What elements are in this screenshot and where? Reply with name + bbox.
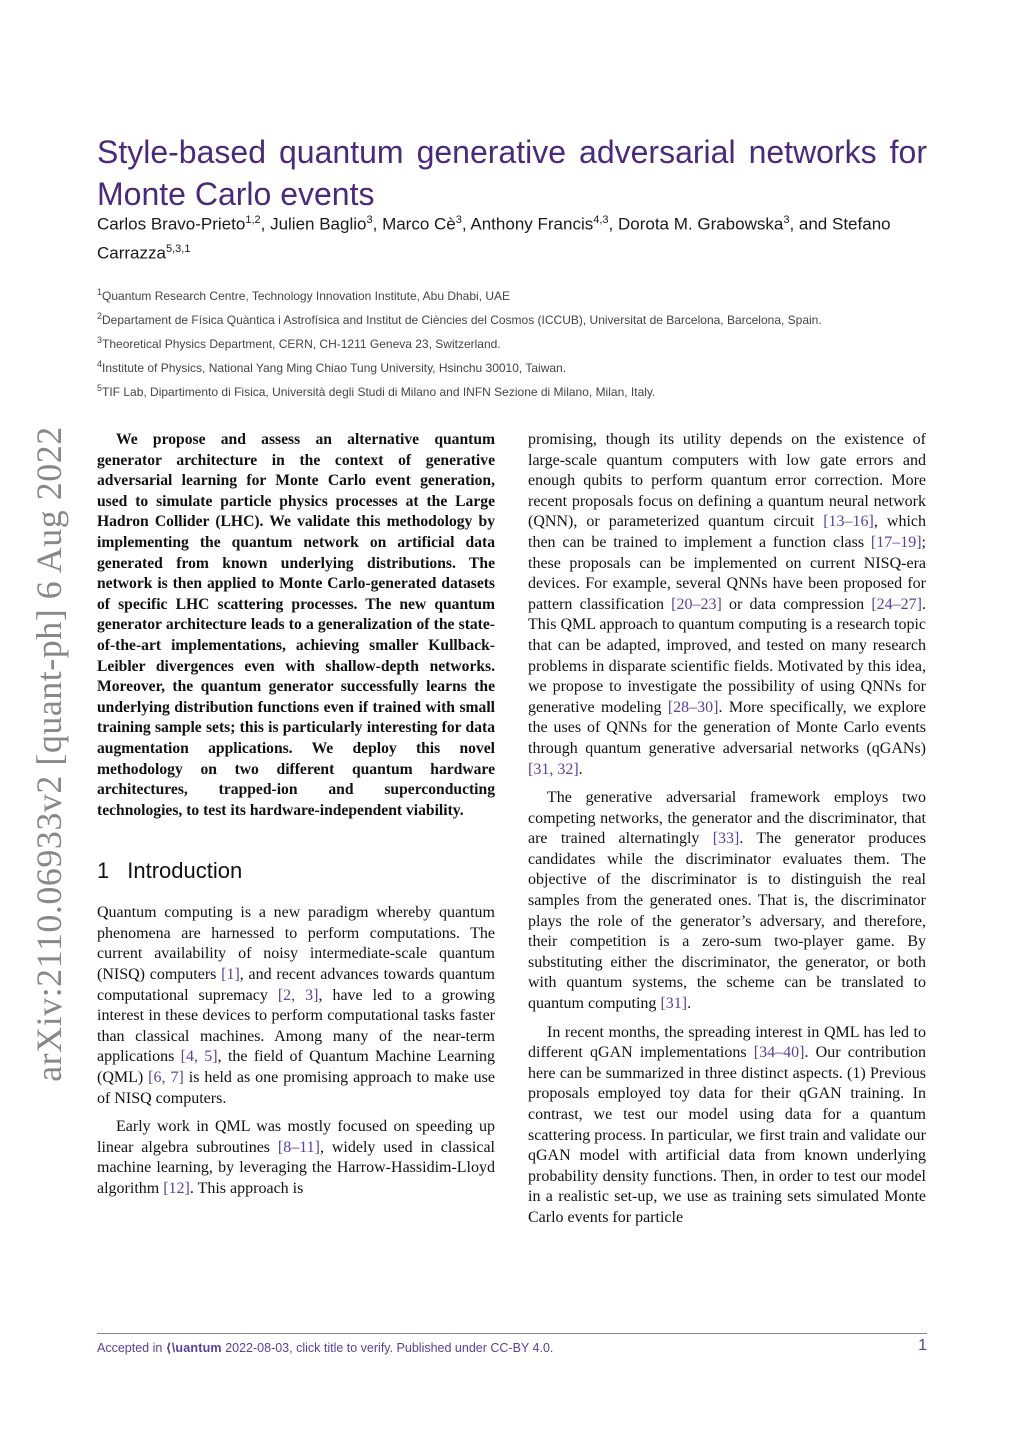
author-affiliation-mark: 1,2 bbox=[245, 214, 261, 226]
author-separator: , and bbox=[789, 214, 832, 234]
affiliation-item bbox=[97, 379, 937, 403]
author-affiliation-mark: 3 bbox=[455, 214, 462, 226]
affiliation-text: Departament de Física Quàntica i Astrofísica and Institut de Ciències del Cosmos (ICCUB), Universitat de Barcelona, Barcelona, Spain. bbox=[102, 313, 822, 327]
text-run: . This QML approach to quantum computing is a research topic that can be adapted, improved, and tested on many research problems in disparate scientific fields. Motivated by this idea, we propose to investigate the possibility of using QNNs for generative modeling bbox=[528, 595, 926, 716]
text-run: . bbox=[578, 760, 583, 778]
text-run: , have led to a growing interest in these devices to perform computational tasks faster than classical machines. Among many of the near-term applications bbox=[97, 986, 495, 1066]
text-run: ; these proposals can be implemented on current NISQ-era devices. For example, several QNNs have been proposed for pattern classification bbox=[528, 533, 926, 613]
author-affiliation-mark: 5,3,1 bbox=[165, 242, 191, 255]
text-run: is held as one promising approach to make use of NISQ computers. bbox=[97, 1069, 496, 1107]
affiliation-number: 3 bbox=[97, 335, 103, 345]
affiliation-number: 2 bbox=[97, 311, 103, 321]
author-name: Stefano Carrazza bbox=[97, 214, 891, 263]
affiliation-number: 1 bbox=[97, 287, 103, 297]
citation-link[interactable]: [24–27] bbox=[871, 595, 922, 613]
author-name: Carlos Bravo-Prieto bbox=[97, 214, 246, 234]
affiliation-list bbox=[97, 283, 937, 403]
affiliation-item bbox=[97, 307, 937, 331]
citation-link[interactable]: [8–11] bbox=[277, 1138, 320, 1156]
affiliation-text: Quantum Research Centre, Technology Innovation Institute, Abu Dhabi, UAE bbox=[102, 289, 511, 303]
paragraph-2-end bbox=[528, 430, 926, 780]
paragraph-4 bbox=[528, 1023, 926, 1229]
text-run: Quantum computing is a new paradigm whereby quantum phenomena are harnessed to perform computations. The current availability of noisy intermediate-scale quantum (NISQ) computers bbox=[97, 904, 495, 984]
author-separator: , bbox=[608, 214, 618, 234]
author-name: Anthony Francis bbox=[470, 214, 594, 234]
affiliation-text: TIF Lab, Dipartimento di Fisica, Università degli Studi di Milano and INFN Sezione di Milano, Milan, Italy. bbox=[102, 385, 656, 399]
text-run: , widely used in classical machine learning, by leveraging the Harrow-Hassidim-Lloyd algorithm bbox=[97, 1138, 495, 1197]
section-heading bbox=[97, 857, 495, 885]
author-separator: , bbox=[461, 214, 471, 234]
arxiv-stamp bbox=[24, 426, 74, 1082]
section-number: 1 bbox=[97, 858, 110, 884]
left-column bbox=[97, 430, 495, 1200]
affiliation-number: 4 bbox=[97, 359, 103, 369]
text-run: . This approach is bbox=[189, 1180, 304, 1197]
citation-link[interactable]: [1] bbox=[221, 966, 240, 984]
footer-prefix: Accepted in bbox=[97, 1341, 166, 1355]
citation-link[interactable]: [4, 5] bbox=[180, 1048, 218, 1066]
abstract: We propose and assess an alternative quantum generator architecture in the context of generative adversarial learning for Monte Carlo event generation, used to simulate particle physics processes at the Large Hadron Collider (LHC). We validate this methodology by implementing the quantum network on artificial data generated from known underlying distributions. The network is then applied to Monte Carlo-generated datasets of specific LHC scattering processes. The new quantum generator architecture leads to a generalization of the state-of-the-art implementations, achieving smaller Kullback-Leibler divergences even with shallow-depth networks. Moreover, the quantum generator successfully learns the underlying distribution functions even if trained with small training sample sets; this is particularly interesting for data augmentation applications. We deploy this novel methodology on two different quantum hardware architectures, trapped-ion and superconducting technologies, to test its hardware-independent viability. bbox=[97, 431, 495, 819]
text-run: , the field of Quantum Machine Learning (QML) bbox=[97, 1048, 496, 1087]
citation-link[interactable]: [2, 3] bbox=[277, 986, 319, 1004]
paragraph-3 bbox=[528, 788, 926, 1015]
paper-title[interactable]: Style-based quantum generative adversarial networks for Monte Carlo events bbox=[97, 134, 927, 213]
citation-link[interactable]: [12] bbox=[163, 1180, 190, 1197]
author-affiliation-mark: 3 bbox=[366, 214, 373, 226]
affiliation-item bbox=[97, 355, 937, 379]
author-separator: , bbox=[260, 214, 271, 234]
text-run: . More specifically, we explore the uses of QNNs for the generation of Monte Carlo events through quantum generative adversarial networks (qGANs) bbox=[528, 698, 926, 757]
paragraph-1 bbox=[97, 903, 495, 1109]
citation-link[interactable]: [33] bbox=[712, 830, 740, 848]
affiliation-number: 5 bbox=[97, 383, 103, 393]
right-column bbox=[528, 430, 926, 1229]
text-run: or data compression bbox=[721, 595, 872, 613]
author-affiliation-mark: 4,3 bbox=[593, 214, 609, 226]
text-run: promising, though its utility depends on the existence of large-scale quantum computers with low gate errors and enough qubits to perform quantum error correction. More recent proposals focus on defining a quantum neural network (QNN), or parameterized quantum circuit bbox=[528, 431, 926, 531]
author-affiliation-mark: 3 bbox=[783, 214, 790, 226]
page-number: 1 bbox=[918, 1337, 927, 1354]
text-run: . bbox=[687, 995, 692, 1013]
section-title: Introduction bbox=[127, 858, 243, 884]
citation-link[interactable]: [20–23] bbox=[671, 595, 722, 613]
citation-link[interactable]: [31] bbox=[660, 995, 688, 1013]
footer-note bbox=[97, 1340, 553, 1355]
affiliation-item bbox=[97, 283, 937, 307]
text-run: , which then can be trained to implement a function class bbox=[528, 513, 926, 551]
citation-link[interactable]: [34–40] bbox=[753, 1044, 805, 1062]
citation-link[interactable]: [13–16] bbox=[823, 513, 874, 531]
paragraph-2-start bbox=[97, 1117, 495, 1199]
author-name: Dorota M. Grabowska bbox=[617, 214, 784, 234]
quantum-journal-logo[interactable]: ⟨\uantum bbox=[165, 1341, 222, 1355]
citation-link[interactable]: [31, 32] bbox=[528, 760, 579, 778]
citation-link[interactable]: [17–19] bbox=[870, 533, 922, 551]
affiliation-item bbox=[97, 331, 937, 355]
text-run: The generative adversarial framework employs two competing networks, the generator and the discriminator, that are trained alternatingly bbox=[528, 789, 926, 848]
footer-rule bbox=[97, 1333, 927, 1334]
author-name: Julien Baglio bbox=[270, 214, 367, 234]
text-run: Early work in QML was mostly focused on speeding up linear algebra subroutines bbox=[97, 1118, 495, 1156]
citation-link[interactable]: [6, 7] bbox=[148, 1069, 184, 1087]
author-name: Marco Cè bbox=[382, 214, 456, 234]
author-separator: , bbox=[372, 214, 383, 234]
affiliation-text: Theoretical Physics Department, CERN, CH-1211 Geneva 23, Switzerland. bbox=[102, 337, 501, 351]
footer-suffix: 2022-08-03, click title to verify. Published under CC-BY 4.0. bbox=[221, 1341, 554, 1355]
arxiv-identifier: arXiv:2110.06933v2 [quant-ph] 6 Aug 2022 bbox=[29, 426, 69, 1082]
citation-link[interactable]: [28–30] bbox=[667, 698, 719, 716]
affiliation-text: Institute of Physics, National Yang Ming Chiao Tung University, Hsinchu 30010, Taiwan. bbox=[102, 361, 567, 375]
text-run: . Our contribution here can be summarized in three distinct aspects. (1) Previous proposals employed toy data for their qGAN training. In contrast, we test our model using data for a quantum scattering process. In particular, we first train and validate our qGAN model with artificial data from known underlying probability density functions. Then, in order to test our model in a realistic set-up, we use as training sets simulated Monte Carlo events for particle bbox=[528, 1044, 927, 1226]
text-run: In recent months, the spreading interest in QML has led to different qGAN implementations bbox=[528, 1023, 926, 1062]
text-run: . The generator produces candidates while the discriminator evaluates them. The objective of the discriminator is to distinguish the real samples from the generated ones. That is, the discriminator plays the role of the generator’s adversary, and therefore, their competition is a zero-sum two-player game. By substituting either the discriminator, the generator, or both with quantum systems, the scheme can be translated to quantum computing bbox=[528, 830, 926, 1013]
text-run: , and recent advances towards quantum computational supremacy bbox=[97, 966, 495, 1004]
author-list bbox=[97, 208, 927, 265]
